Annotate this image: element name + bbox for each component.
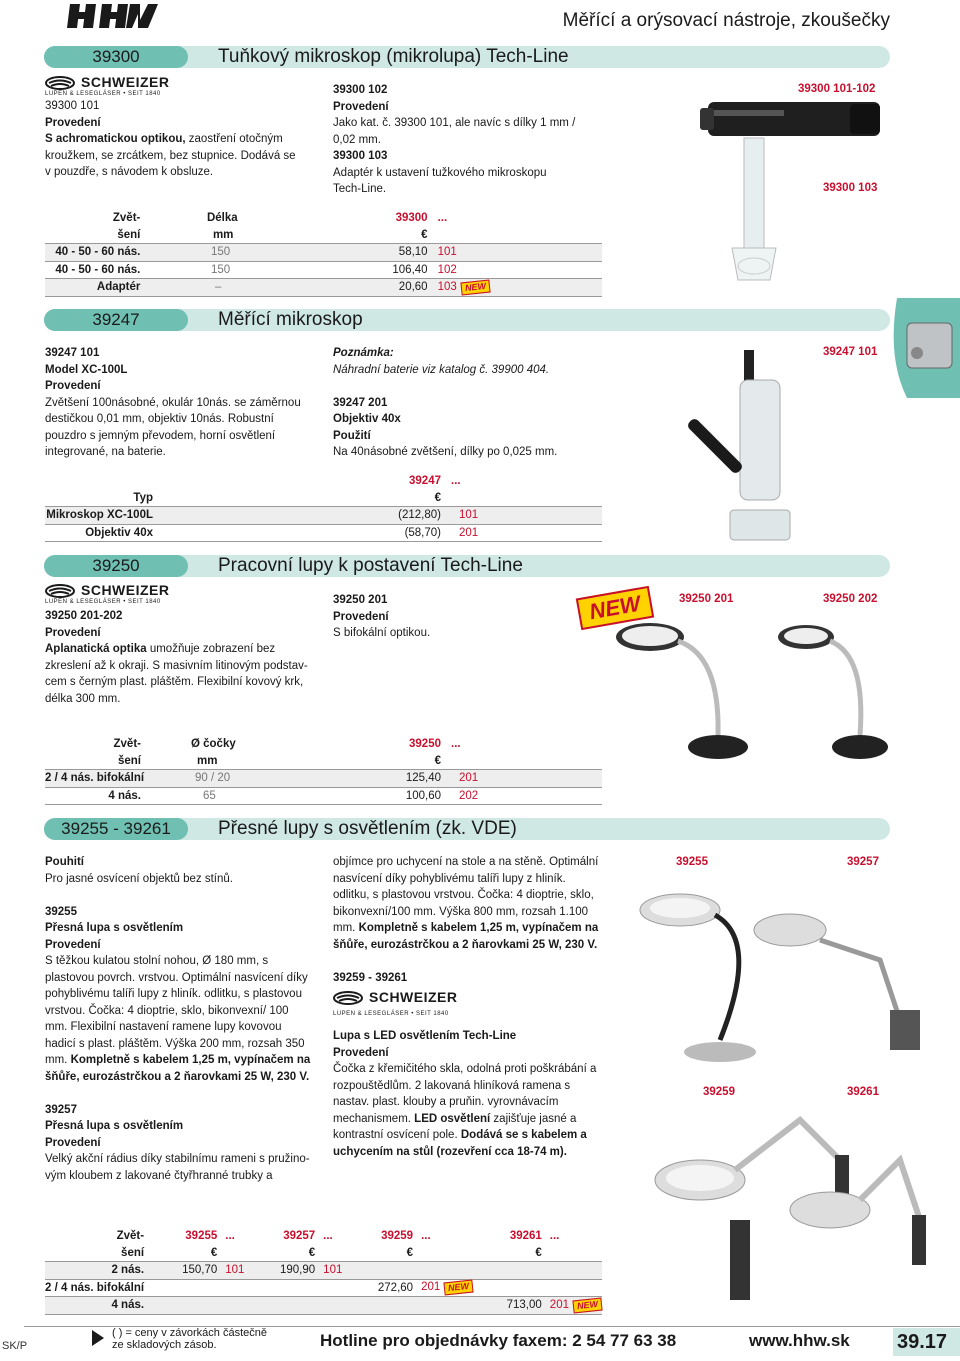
th-zvet: Zvět-	[113, 738, 141, 751]
item-code: 39250 201-202	[45, 610, 123, 622]
item-code: 39250 201	[333, 594, 388, 606]
text-bold: Aplanatická optika	[45, 643, 147, 655]
schweizer-brand: SCHWEIZER	[81, 582, 170, 598]
th-code: 39300	[395, 212, 428, 225]
schweizer-lens-icon	[333, 991, 363, 1005]
schweizer-logo-wrap	[333, 986, 608, 1028]
text-bold: uchycením na stůl (rozevření cca 18-74 m).	[333, 1145, 567, 1158]
schweizer-logo	[333, 989, 463, 1015]
cell-code: 201	[421, 1281, 441, 1294]
item-code: 39300 101	[45, 100, 100, 112]
cell-delka: –	[197, 279, 303, 297]
th-currency: €	[421, 228, 428, 241]
th-dots: ...	[549, 1230, 560, 1243]
cell-code: 101	[428, 244, 490, 262]
measuring-microscope-image	[670, 340, 820, 550]
label-provedeni: Provedení	[45, 626, 101, 639]
section-number: 39255 - 39261	[44, 818, 188, 840]
cell-code: 101	[441, 507, 483, 525]
price-note-line: ( ) = ceny v závorkách částečně	[112, 1327, 267, 1339]
cell-zv: 40 - 50 - 60 nás.	[45, 261, 140, 279]
th-code: 39247	[409, 475, 441, 488]
model: Model XC-100L	[45, 363, 128, 376]
price-note-line: ze skladových zásob.	[112, 1339, 217, 1351]
schweizer-lens-icon	[45, 584, 75, 598]
item-code: 39257	[45, 1103, 77, 1116]
text: Zvětšení 100násobné, okulár 10nás. se záměrnou	[45, 396, 301, 409]
cell-code: 201	[441, 524, 483, 542]
item-code: 39300 103	[333, 150, 388, 162]
cell-diameter: 90 / 20	[181, 770, 311, 788]
text: nastav. plast. klouby a pruňin. vyrovnávacím	[333, 1096, 559, 1108]
text: odlitku, s plastovou vrstvou. Čočka: 4 dioptrie, sklo,	[333, 889, 594, 901]
text: Velký akční rádius díky stabilnímu rameni s pružino-	[45, 1153, 310, 1165]
cell-zv: 4 nás.	[45, 787, 141, 805]
img-label: 39300 103	[823, 182, 878, 194]
cell-price: (212,80)	[153, 507, 441, 525]
th-lens: Ø čočky	[191, 738, 236, 751]
new-badge: NEW	[444, 1280, 474, 1296]
label-provedeni: Provedení	[333, 1046, 389, 1059]
page-footer	[0, 1322, 960, 1361]
text: Jako kat. č. 39300 101, ale navíc s dílky 1 mm /	[333, 117, 576, 129]
th-mm: mm	[212, 228, 234, 241]
th-currency: €	[406, 1246, 414, 1259]
text: Na 40násobné zvětšení, dílky po 0,025 mm.	[333, 446, 558, 458]
img-label: 39261	[847, 1086, 879, 1098]
text: bikonvexní/100 mm. Výška 800 mm, rozsah 1.100	[333, 905, 589, 918]
schweizer-sub: LUPEN & LESEGLÄSER • SEIT 1840	[45, 599, 161, 605]
img-label: 39259	[703, 1086, 735, 1098]
cell-price: 713,00	[473, 1297, 542, 1315]
item-code: 39247 201	[333, 396, 388, 409]
s3-price-table	[45, 736, 602, 805]
schweizer-brand: SCHWEIZER	[369, 989, 458, 1005]
hhw-logo	[64, 2, 164, 30]
cell-code: 103	[437, 280, 457, 293]
category-title: Měřící a orýsovací nástroje, zkoušečky	[562, 10, 890, 31]
section-header-39300	[44, 46, 890, 68]
cell-diameter: 65	[181, 787, 311, 805]
item-title: Přesná lupa s osvětlením	[45, 922, 184, 934]
cell-price: 190,90	[247, 1262, 316, 1280]
s4-left-text	[45, 854, 320, 1184]
text: S bifokální optikou.	[333, 627, 431, 639]
img-label: 39250 202	[823, 593, 878, 605]
s3-mid-text	[333, 592, 573, 642]
text: mechanismem.	[333, 1112, 415, 1125]
s2-left-text	[45, 345, 325, 461]
cell-delka: 150	[197, 261, 303, 279]
cell-zv: Adaptér	[45, 279, 140, 297]
note-heading: Poznámka:	[333, 347, 394, 359]
text: kroužkem, se zrcátkem, bez stupnice. Dodává se	[45, 149, 296, 162]
text: hadicí s plast. pláštěm. Výška 200 mm, rozsah 350	[45, 1037, 305, 1050]
text-bold: šňůře, eurozástrčkou a 2 ňarovkami 25 W, 230 V.	[45, 1070, 310, 1083]
text: vým kloubem z lakované čtyřhranné trubky a	[45, 1169, 273, 1182]
cell-zv: 2 / 4 nás. bifokální	[45, 1279, 144, 1297]
label-pouziti: Pouhití	[45, 856, 84, 868]
country-code: SK/P	[2, 1340, 28, 1352]
schweizer-brand: SCHWEIZER	[81, 74, 170, 90]
item-title: Přesná lupa s osvětlením	[45, 1120, 184, 1132]
s3-left-text	[45, 608, 315, 707]
cell-code: 202	[441, 787, 483, 805]
label-provedeni: Provedení	[333, 610, 389, 623]
section-number: 39247	[44, 309, 188, 331]
page-number: 39.17	[893, 1328, 960, 1356]
img-label: 39300 101-102	[798, 83, 876, 95]
th-dots: ...	[323, 1230, 333, 1243]
text: destičkou 0,01 mm, objektiv 10nás. Robustní	[45, 413, 274, 425]
section-header-39255	[44, 818, 890, 840]
th-zvet: Zvět-	[116, 1230, 145, 1243]
text-bold: Kompletně s kabelem 1,25 m, vypínačem na	[358, 922, 599, 934]
cell-code: 101	[315, 1262, 344, 1280]
section-number: 39300	[44, 46, 188, 68]
section-title: Přesné lupy s osvětlením (zk. VDE)	[218, 818, 517, 839]
hotline: Hotline pro objednávky faxem: 2 54 77 63 38	[320, 1331, 677, 1350]
schweizer-sub: LUPEN & LESEGLÄSER • SEIT 1840	[45, 91, 161, 97]
text: integrované, na baterie.	[45, 446, 166, 458]
note: Náhradní baterie viz katalog č. 39900 404.	[333, 363, 550, 376]
cell-price: (58,70)	[153, 524, 441, 542]
label-provedeni: Provedení	[45, 1136, 101, 1149]
s2-price-table	[45, 473, 602, 542]
th-dots: ...	[451, 475, 461, 488]
text: kontrastní osvícení pole.	[333, 1129, 461, 1141]
text: Tech-Line.	[333, 183, 387, 195]
cell-typ: Objektiv 40x	[45, 524, 153, 542]
cell-zv: 4 nás.	[45, 1297, 144, 1315]
text: Pro jasné osvícení objektů bez stínů.	[45, 872, 233, 885]
s4-mid-text	[333, 854, 608, 1160]
th-currency: €	[308, 1246, 316, 1259]
item-code: 39247 101	[45, 347, 100, 359]
section-header-39250	[44, 555, 890, 577]
text: umožňuje zobrazení bez	[146, 643, 276, 655]
cell-delka: 150	[197, 244, 303, 262]
price-note	[112, 1327, 267, 1351]
illuminated-magnifiers-image	[620, 870, 940, 1080]
schweizer-logo	[45, 74, 175, 100]
cell-code: 201	[441, 770, 483, 788]
s1-left-text	[45, 98, 315, 181]
th-mm: mm	[197, 754, 218, 767]
cell-price: 58,10	[303, 244, 428, 262]
section-number: 39250	[44, 555, 188, 577]
cell-code: 102	[428, 261, 490, 279]
text: mm.	[45, 1054, 71, 1066]
th-dots: ...	[437, 212, 448, 225]
s4-price-table	[45, 1228, 602, 1315]
text: rozpouštědlům. 2 lakovaná hliníková ramena s	[333, 1079, 571, 1092]
text: zajišťuje jasné a	[490, 1112, 577, 1125]
objective: Objektiv 40x	[333, 413, 401, 425]
text: vrstvou. Čočka: 4 dioptrie, sklo, bikonvexní/ 100	[45, 1004, 289, 1017]
th-zvet: Zvět-	[112, 212, 141, 225]
cell-code: 101	[217, 1262, 246, 1280]
text: zkreslení až k okraji. S masivním litinovým podstav-	[45, 659, 308, 672]
text: v pouzdře, s návodem k obsluze.	[45, 166, 214, 178]
cell-price: 106,40	[303, 261, 428, 279]
text-bold: šňůře, eurozástrčkou a 2 ňarovkami 25 W, 230 V.	[333, 938, 598, 951]
th-currency: €	[535, 1246, 542, 1259]
section-title: Tuňkový mikroskop (mikrolupa) Tech-Line	[218, 46, 569, 67]
cell-price: 20,60	[303, 279, 428, 297]
th-code: 39250	[409, 738, 441, 751]
cell-typ: Mikroskop XC-100L	[45, 507, 153, 525]
text: S těžkou kulatou stolní nohou, Ø 180 mm, s	[45, 955, 269, 967]
s2-mid-text	[333, 345, 593, 461]
text: plastovou povrch. vrstvou. Optimální nasvícení díky	[45, 971, 308, 984]
th-dots: ...	[451, 738, 461, 751]
img-label: 39247 101	[823, 346, 878, 358]
section-title: Měřící mikroskop	[218, 309, 363, 330]
label-provedeni: Provedení	[45, 116, 101, 129]
label-provedeni: Provedení	[333, 100, 389, 113]
item-title: Lupa s LED osvětlením Tech-Line	[333, 1030, 517, 1042]
text-bold: Kompletně s kabelem 1,25 m, vypínačem na	[70, 1054, 311, 1066]
th-code: 39257	[283, 1230, 316, 1243]
text-bold: Dodává se s kabelem a	[460, 1129, 587, 1141]
th-seni: šení	[121, 1246, 145, 1259]
img-label: 39250 201	[679, 593, 734, 605]
desk-magnifier-image-201	[610, 615, 750, 765]
th-delka: Délka	[206, 212, 238, 225]
cell-price: 125,40	[311, 770, 441, 788]
section-title: Pracovní lupy k postavení Tech-Line	[218, 555, 523, 576]
th-currency: €	[434, 754, 441, 767]
img-label: 39255	[676, 856, 708, 868]
th-seni: šení	[117, 754, 141, 767]
desk-magnifier-image-202	[770, 615, 910, 765]
microscope-detail-image	[887, 298, 960, 398]
schweizer-logo	[45, 582, 175, 608]
th-dots: ...	[421, 1230, 431, 1243]
item-code: 39255	[45, 905, 77, 918]
pen-microscope-image	[690, 90, 890, 290]
th-code: 39259	[381, 1230, 414, 1243]
text-bold: S achromatickou optikou,	[45, 133, 186, 145]
text: délka 300 mm.	[45, 692, 121, 705]
new-badge: NEW	[572, 1297, 602, 1313]
text: mm. Flexibilní nastavení ramene lupy kovovou	[45, 1021, 282, 1033]
section-header-39247	[44, 309, 890, 331]
schweizer-lens-icon	[45, 76, 75, 90]
text: 0,02 mm.	[333, 133, 381, 146]
text: pouzdro s jemným převodem, horní osvětlení	[45, 429, 276, 442]
th-currency: €	[210, 1246, 218, 1259]
text: Adaptér k ustavení tužkového mikroskopu	[333, 166, 547, 179]
th-dots: ...	[225, 1230, 235, 1243]
triangle-arrow-icon	[92, 1330, 104, 1346]
text: zaostření otočným	[185, 133, 283, 145]
led-magnifiers-image	[640, 1100, 940, 1320]
text: objímce pro uchycení na stole a na stěně. Optimální	[333, 856, 599, 868]
label-pouziti: Použití	[333, 429, 371, 442]
text: Čočka z křemičitého skla, odolná proti poškrábání a	[333, 1063, 597, 1075]
th-currency: €	[434, 491, 441, 504]
s1-mid-text	[333, 82, 593, 198]
item-code: 39300 102	[333, 84, 388, 96]
th-seni: šení	[117, 228, 141, 241]
s1-price-table	[45, 210, 602, 297]
label-provedeni: Provedení	[45, 380, 101, 392]
cell-zv: 40 - 50 - 60 nás.	[45, 244, 140, 262]
cell-code: 201	[549, 1298, 569, 1311]
item-code: 39259 - 39261	[333, 971, 408, 984]
cell-zv: 2 nás.	[45, 1262, 144, 1280]
schweizer-sub: LUPEN & LESEGLÄSER • SEIT 1840	[333, 1011, 449, 1017]
th-typ: Typ	[133, 491, 153, 504]
cell-zv: 2 / 4 nás. bifokální	[45, 770, 181, 788]
website-link[interactable]: www.hhw.sk	[749, 1331, 850, 1350]
new-badge: NEW	[460, 279, 490, 295]
text-bold: LED osvětlení	[414, 1112, 491, 1125]
new-badge: NEW	[576, 586, 654, 630]
cell-price: 272,60	[345, 1279, 414, 1297]
img-label: 39257	[847, 856, 879, 868]
text: nasvícení díky pohyblivému talíři lupy z hliník.	[333, 872, 566, 885]
cell-price: 150,70	[144, 1262, 217, 1280]
text: mm.	[333, 922, 359, 934]
text: cem s černým plast. pláštěm. Flexibilní kovový krk,	[45, 676, 304, 688]
cell-price: 100,60	[311, 787, 441, 805]
label-provedeni: Provedení	[45, 938, 101, 951]
th-code: 39255	[185, 1230, 218, 1243]
text: pohyblivému talíři lupy z hliník. odlitku, s plastovou	[45, 988, 302, 1000]
th-code: 39261	[509, 1230, 542, 1243]
